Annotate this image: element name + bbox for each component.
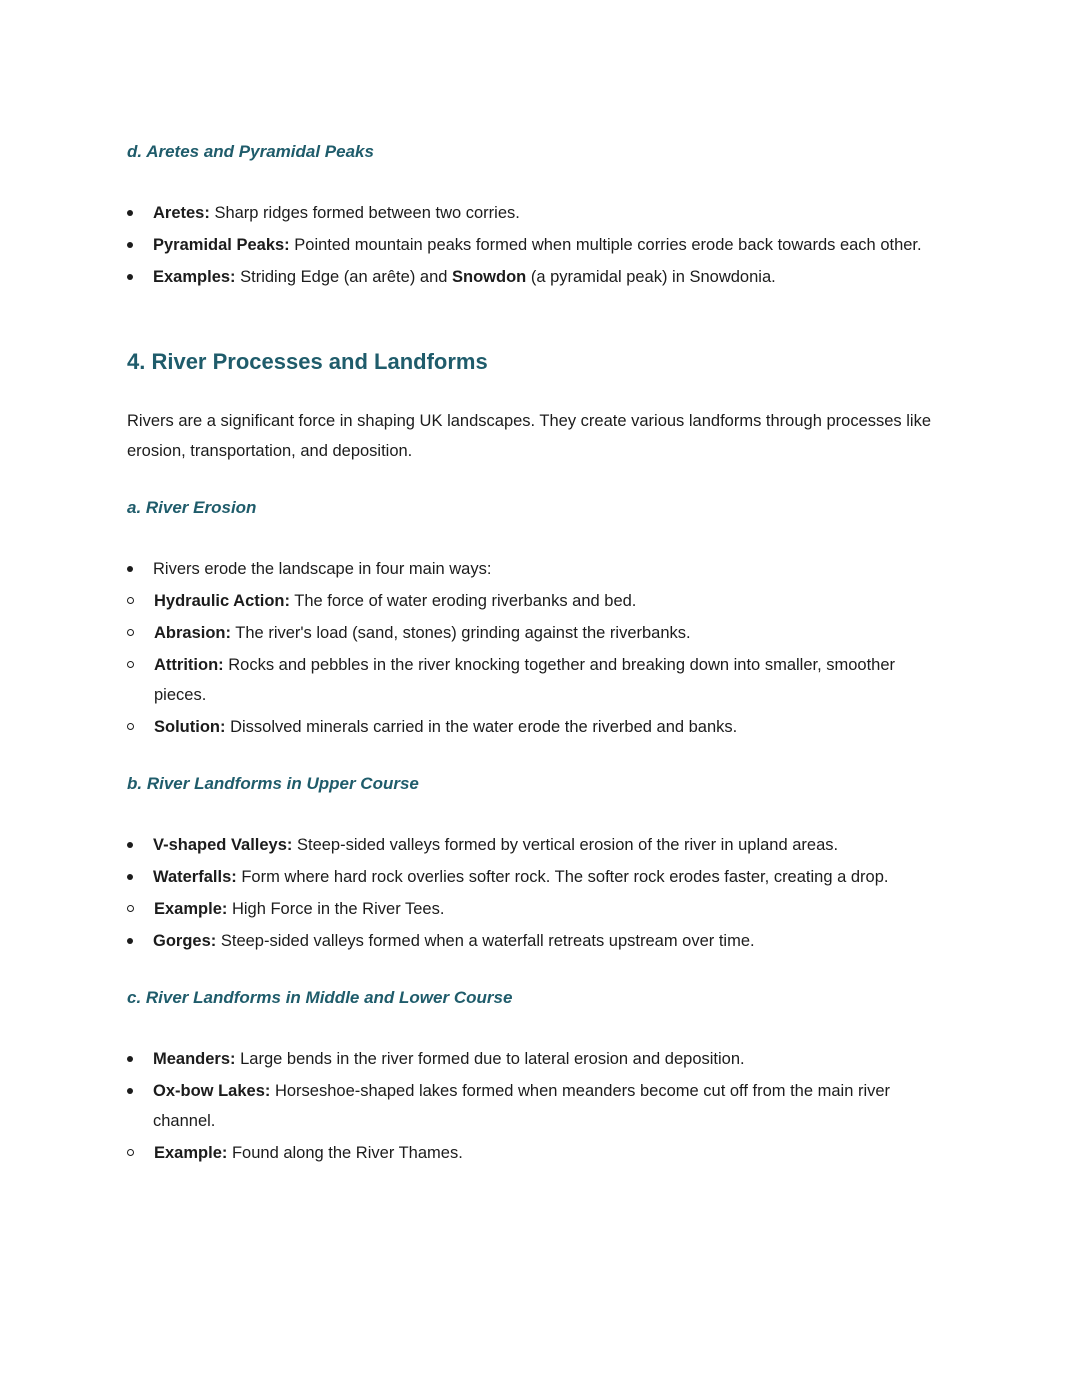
list-item-text <box>153 230 940 260</box>
sub-list-item <box>127 650 940 710</box>
item-body: Rocks and pebbles in the river knocking together and breaking down into smaller, smoother pieces. <box>154 656 896 704</box>
item-label: Meanders: <box>153 1050 236 1068</box>
item-label: Waterfalls: <box>153 868 237 886</box>
list-item-text <box>153 1076 940 1136</box>
intro-paragraph: Rivers are a significant force in shaping UK landscapes. They create various landforms through processes like erosion, transportation, and deposition. <box>127 412 932 460</box>
list-item-text <box>153 198 940 228</box>
item-body: Pointed mountain peaks formed when multiple corries erode back towards each other. <box>289 236 922 254</box>
item-body: Dissolved minerals carried in the water erode the riverbed and banks. <box>225 718 738 736</box>
list-item-text <box>154 1138 940 1168</box>
item-label: Attrition: <box>154 656 224 674</box>
item-label: Pyramidal Peaks: <box>153 236 290 254</box>
item-label: Example: <box>154 1144 228 1162</box>
section-heading-middle-lower-course: c. River Landforms in Middle and Lower Course <box>127 988 513 1007</box>
bullet-icon <box>127 842 133 848</box>
item-label: Abrasion: <box>154 624 232 642</box>
list-item <box>127 262 940 292</box>
item-body: Found along the River Thames. <box>227 1144 463 1162</box>
bullet-icon <box>127 1056 133 1062</box>
item-label-2: Snowdon <box>452 268 527 286</box>
bullet-icon <box>127 566 133 572</box>
list-item-text <box>153 262 940 292</box>
upper-course-list <box>127 830 940 956</box>
item-body: Steep-sided valleys formed by vertical erosion of the river in upland areas. <box>292 836 839 854</box>
list-item-text <box>154 586 940 616</box>
list-item-text <box>153 862 940 892</box>
list-item <box>127 926 940 956</box>
list-item <box>127 1076 940 1136</box>
item-body: The force of water eroding riverbanks and bed. <box>290 592 637 610</box>
sub-list-item <box>127 712 940 742</box>
list-item <box>127 1044 940 1074</box>
item-body-2: (a pyramidal peak) in Snowdonia. <box>526 268 776 286</box>
circle-bullet-icon <box>127 597 134 604</box>
sub-list-item <box>127 586 940 616</box>
list-item-text <box>154 618 940 648</box>
section-heading-river-erosion: a. River Erosion <box>127 498 257 517</box>
bullet-icon <box>127 1088 133 1094</box>
list-item <box>127 862 940 892</box>
section-heading-aretes: d. Aretes and Pyramidal Peaks <box>127 142 374 161</box>
circle-bullet-icon <box>127 629 134 636</box>
list-item <box>127 230 940 260</box>
item-body: High Force in the River Tees. <box>227 900 445 918</box>
item-label: Gorges: <box>153 932 217 950</box>
bullet-icon <box>127 242 133 248</box>
sub-list-item <box>127 1138 940 1168</box>
section-heading-river-processes: 4. River Processes and Landforms <box>127 349 488 374</box>
item-body: Steep-sided valleys formed when a waterfall retreats upstream over time. <box>216 932 755 950</box>
list-item-text <box>153 926 940 956</box>
list-item-text: Rivers erode the landscape in four main ways: <box>153 560 492 578</box>
list-item-text <box>154 894 940 924</box>
circle-bullet-icon <box>127 661 134 668</box>
bullet-icon <box>127 210 133 216</box>
section-heading-upper-course: b. River Landforms in Upper Course <box>127 774 419 793</box>
item-body: Striding Edge (an arête) and <box>235 268 453 286</box>
item-body: Form where hard rock overlies softer rock. The softer rock erodes faster, creating a drop. <box>236 868 889 886</box>
list-item <box>127 554 940 584</box>
item-label: Ox-bow Lakes: <box>153 1082 271 1100</box>
sub-list-item <box>127 894 940 924</box>
item-label: Examples: <box>153 268 236 286</box>
list-item <box>127 198 940 228</box>
list-item <box>127 830 940 860</box>
circle-bullet-icon <box>127 723 134 730</box>
item-label: Solution: <box>154 718 226 736</box>
item-body: Sharp ridges formed between two corries. <box>209 204 520 222</box>
bullet-icon <box>127 274 133 280</box>
item-label: Hydraulic Action: <box>154 592 290 610</box>
middle-lower-course-list <box>127 1044 940 1168</box>
item-label: Example: <box>154 900 228 918</box>
circle-bullet-icon <box>127 1149 134 1156</box>
item-body: Large bends in the river formed due to lateral erosion and deposition. <box>235 1050 745 1068</box>
item-label: V-shaped Valleys: <box>153 836 293 854</box>
circle-bullet-icon <box>127 905 134 912</box>
river-erosion-list <box>127 554 940 742</box>
list-item-text <box>154 712 940 742</box>
bullet-icon <box>127 938 133 944</box>
item-body: The river's load (sand, stones) grinding against the riverbanks. <box>231 624 691 642</box>
aretes-list <box>127 198 940 292</box>
list-item-text <box>153 830 940 860</box>
sub-list-item <box>127 618 940 648</box>
list-item-text <box>154 650 940 710</box>
bullet-icon <box>127 874 133 880</box>
list-item-text <box>153 1044 940 1074</box>
item-body: Horseshoe-shaped lakes formed when meanders become cut off from the main river channel. <box>153 1082 891 1130</box>
item-label: Aretes: <box>153 204 210 222</box>
